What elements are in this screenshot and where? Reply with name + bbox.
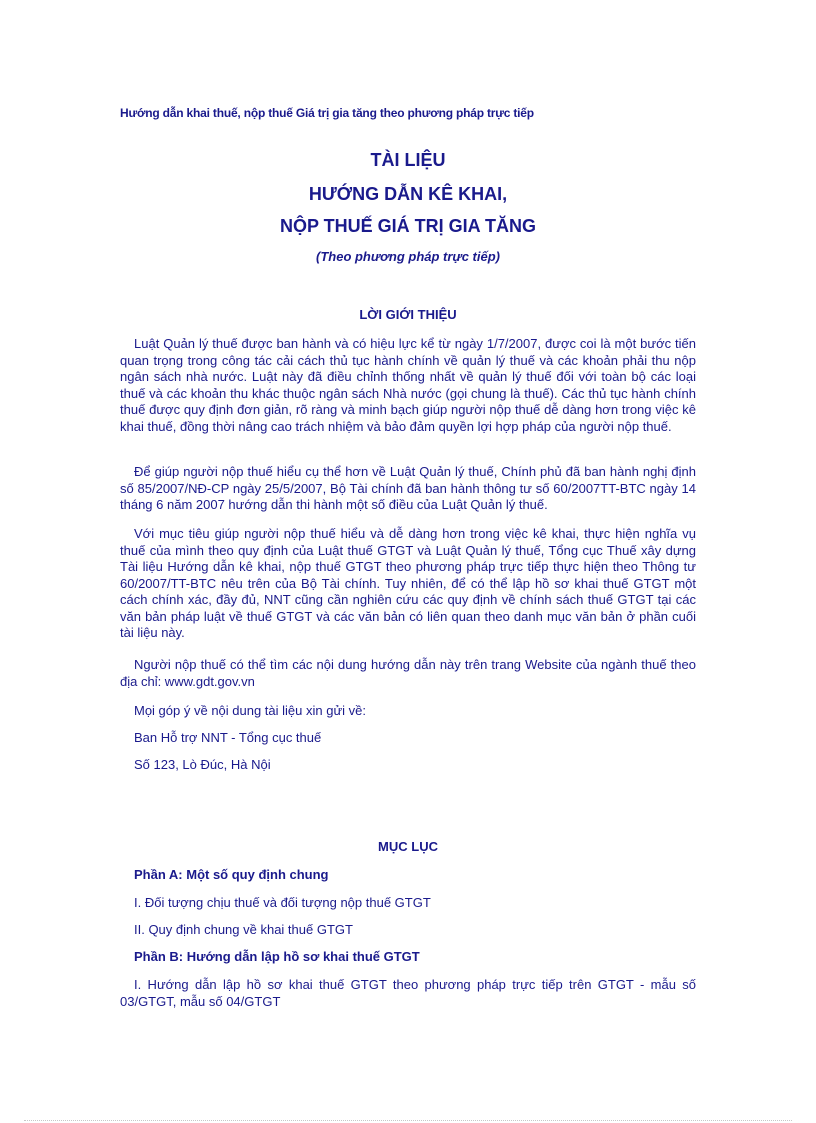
contact-address: Số 123, Lò Đúc, Hà Nội: [134, 757, 271, 772]
toc-item: I. Hướng dẫn lập hồ sơ khai thuế GTGT theo phương pháp trực tiếp trên GTGT - mẫu số 03/GTGT, mẫu số 04/GTGT: [120, 977, 696, 1009]
intro-paragraph: Người nộp thuế có thể tìm các nội dung hướng dẫn này trên trang Website của ngành thuế theo địa chỉ: www.gdt.gov.vn: [120, 657, 696, 689]
toc-part-a: Phần A: Một số quy định chung: [134, 867, 329, 882]
toc-heading: MỤC LỤC: [378, 839, 438, 854]
intro-heading: LỜI GIỚI THIỆU: [359, 307, 457, 322]
intro-paragraph: Để giúp người nộp thuế hiểu cụ thể hơn về Luật Quản lý thuế, Chính phủ đã ban hành nghị định số 85/2007/NĐ-CP ngày 25/5/2007, Bộ Tài chính đã ban hành thông tư số 60/2007TT-BTC ngày 14 tháng 6 năm 2007 hướng dẫn thi hành một số điều của Luật Quản lý thuế.: [120, 464, 696, 512]
page-bottom-divider: [24, 1120, 792, 1121]
toc-item: II. Quy định chung về khai thuế GTGT: [134, 922, 353, 937]
doc-subtitle: (Theo phương pháp trực tiếp): [316, 249, 500, 264]
intro-paragraph: Với mục tiêu giúp người nộp thuế hiểu và dễ dàng hơn trong việc kê khai, thực hiện nghĩa vụ thuế của mình theo quy định của Luật thuế GTGT và Luật Quản lý thuế, Tổng cục Thuế xây dựng Tài liệu Hướng dẫn kê khai, nộp thuế GTGT theo phương pháp trực tiếp thực hiện theo Thông tư 60/2007/TT-BTC nêu trên của Bộ Tài chính. Tuy nhiên, để có thể lập hồ sơ khai thuế GTGT một cách chính xác, đầy đủ, NNT cũng cần nghiên cứu các quy định về chính sách thuế GTGT tại các văn bản pháp luật về thuế GTGT và các văn bản có liên quan theo danh mục văn bản ở phần cuối tài liệu này.: [120, 526, 696, 640]
contact-intro: Mọi góp ý về nội dung tài liệu xin gửi về:: [134, 703, 367, 718]
running-header: Hướng dẫn khai thuế, nộp thuế Giá trị gia tăng theo phương pháp trực tiếp: [120, 106, 534, 120]
doc-title-line-2: HƯỚNG DẪN KÊ KHAI,: [308, 184, 508, 204]
intro-paragraph: Luật Quản lý thuế được ban hành và có hiệu lực kể từ ngày 1/7/2007, được coi là một bước tiến quan trọng trong công tác cải cách thủ tục hành chính về quản lý thuế và các khoản phải thu nộp ngân sách nhà nước. Luật này đã điều chỉnh thống nhất về quản lý thuế đối với toàn bộ các loại thuế và các khoản thu khác thuộc ngân sách Nhà nước (gọi chung là thuế). Các thủ tục hành chính thuế được quy định đơn giản, rõ ràng và minh bạch giúp người nộp thuế dễ dàng hơn trong việc kê khai thuế, đồng thời nâng cao trách nhiệm và bảo đảm quyền lợi hợp pháp của người nộp thuế.: [120, 336, 696, 434]
doc-title-line-1: TÀI LIỆU: [370, 150, 446, 170]
contact-org: Ban Hỗ trợ NNT - Tổng cục thuế: [134, 730, 322, 745]
toc-part-b: Phần B: Hướng dẫn lập hồ sơ khai thuế GTGT: [134, 949, 420, 964]
doc-title-line-3: NỘP THUẾ GIÁ TRỊ GIA TĂNG: [279, 216, 536, 236]
toc-item: I. Đối tượng chịu thuế và đối tượng nộp thuế GTGT: [134, 895, 431, 910]
